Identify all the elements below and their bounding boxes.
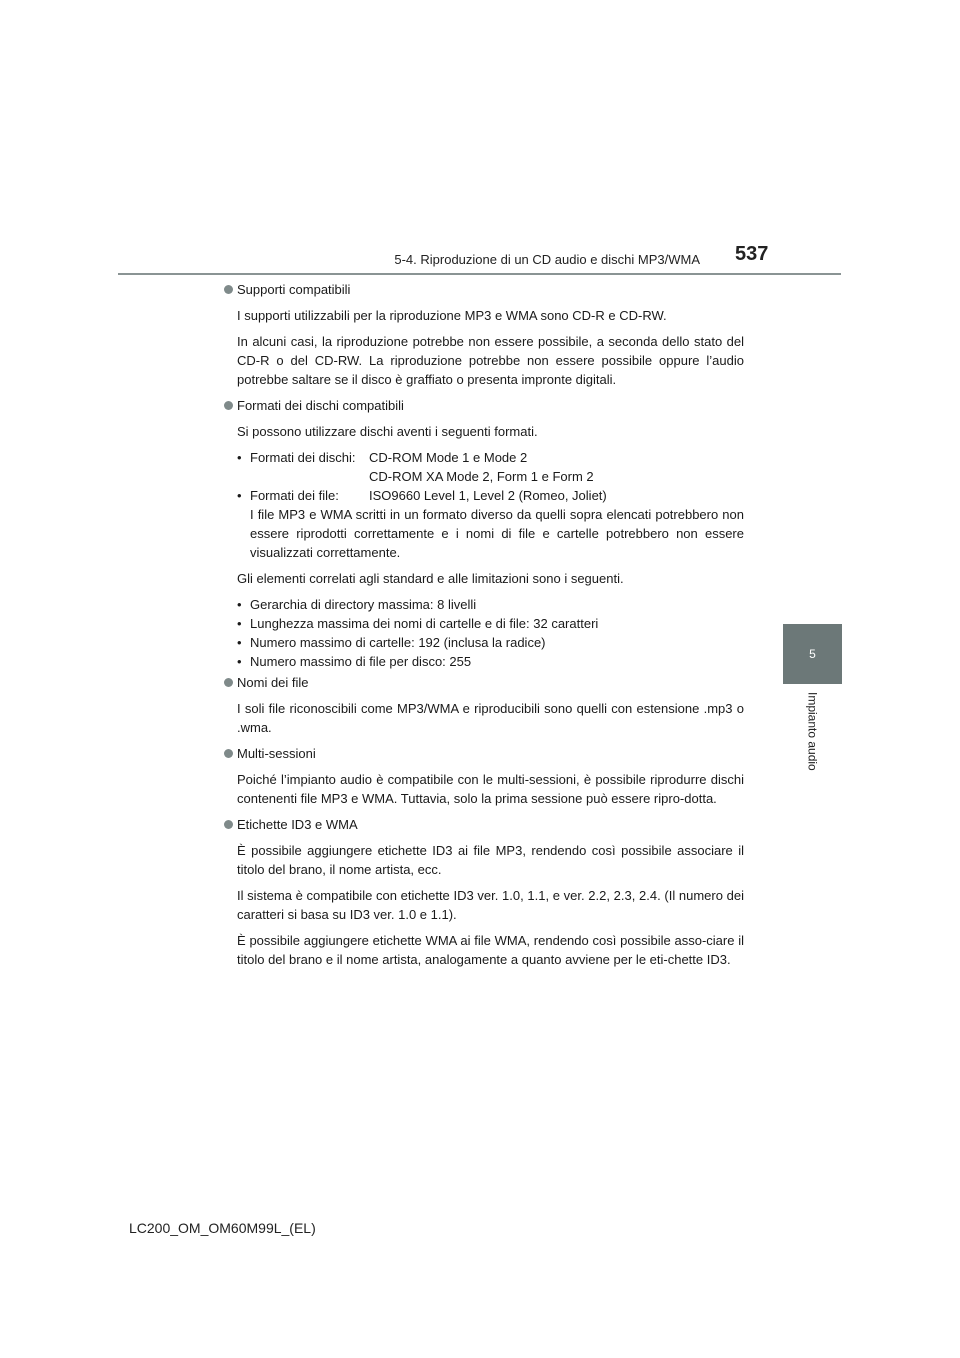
chapter-title-tab <box>783 684 842 784</box>
paragraph: Poiché l’impianto audio è compatibile con le multi-sessioni, è possibile riprodurre dischi contenenti file MP3 e WMA. Tuttavia, solo la prima sessione può essere ripro-dotta. <box>237 772 744 806</box>
format-value: ISO9660 Level 1, Level 2 (Romeo, Joliet) <box>369 488 607 503</box>
section-heading <box>224 815 744 834</box>
list-item-text: Numero massimo di file per disco: 255 <box>250 654 472 669</box>
bullet-icon <box>224 678 233 687</box>
section-nomi-file <box>224 673 744 737</box>
chapter-tab <box>783 624 842 684</box>
chapter-number: 5 <box>809 647 816 661</box>
document-code: LC200_OM_OM60M99L_(EL) <box>129 1220 316 1236</box>
paragraph: I supporti utilizzabili per la riproduzione MP3 e WMA sono CD-R e CD-RW. <box>237 308 667 323</box>
paragraph: In alcuni casi, la riproduzione potrebbe non essere possibile, a seconda dello stato del CD-R o del CD-RW. La riproduzione potrebbe non essere possibile oppure l’audio potrebbe saltare se il disco è graffiato o presenta impronte digitali. <box>237 334 744 387</box>
format-note: I file MP3 e WMA scritti in un formato diverso da quelli sopra elencati potrebbero non essere riprodotti correttamente e i nomi di file e cartelle potrebbero non essere visualizzati correttamente. <box>250 507 744 560</box>
section-heading <box>224 673 744 692</box>
paragraph: Si possono utilizzare dischi aventi i seguenti formati. <box>237 424 538 439</box>
list-bullet-icon: • <box>237 654 242 669</box>
bullet-icon <box>224 749 233 758</box>
section-heading <box>224 280 744 299</box>
format-label: Formati dei dischi: <box>250 450 356 465</box>
chapter-title: Impianto audio <box>805 692 820 771</box>
heading-text: Multi-sessioni <box>237 746 316 761</box>
list-item-text: Lunghezza massima dei nomi di cartelle e di file: 32 caratteri <box>250 616 599 631</box>
bullet-icon <box>224 820 233 829</box>
format-value: CD-ROM Mode 1 e Mode 2 <box>369 450 528 465</box>
bullet-icon <box>224 401 233 410</box>
bullet-icon <box>224 285 233 294</box>
paragraph: I soli file riconoscibili come MP3/WMA e riproducibili sono quelli con estensione .mp3 o .wma. <box>237 701 744 735</box>
list-item <box>237 652 744 671</box>
format-label: Formati dei file: <box>250 488 339 503</box>
heading-text: Formati dei dischi compatibili <box>237 398 404 413</box>
paragraph: È possibile aggiungere etichette ID3 ai file MP3, rendendo così possibile associare il titolo del brano, il nome artista, ecc. <box>237 843 744 877</box>
list-bullet-icon: • <box>237 488 242 503</box>
list-item <box>237 614 744 633</box>
list-bullet-icon: • <box>237 597 242 612</box>
heading-text: Nomi dei file <box>237 675 309 690</box>
paragraph: È possibile aggiungere etichette WMA ai file WMA, rendendo così possibile asso-ciare il titolo del brano e il nome artista, analogamente a quanto avviene per le eti-chette ID3. <box>237 933 744 967</box>
section-formati <box>224 396 744 671</box>
section-etichette <box>224 815 744 969</box>
formats-list <box>237 448 744 562</box>
list-item-text: Gerarchia di directory massima: 8 livelli <box>250 597 477 612</box>
heading-text: Supporti compatibili <box>237 282 351 297</box>
running-header-section: 5-4. Riproduzione di un CD audio e dischi MP3/WMA <box>394 252 700 267</box>
list-bullet-icon: • <box>237 616 242 631</box>
page-content <box>224 280 744 976</box>
list-item <box>237 633 744 652</box>
heading-text: Etichette ID3 e WMA <box>237 817 358 832</box>
list-item <box>237 448 744 486</box>
list-bullet-icon: • <box>237 635 242 650</box>
list-item-text: Numero massimo di cartelle: 192 (inclusa la radice) <box>250 635 546 650</box>
list-item <box>237 486 744 562</box>
section-heading <box>224 744 744 763</box>
header-divider <box>118 273 841 275</box>
section-multi-sessioni <box>224 744 744 808</box>
page-number: 537 <box>735 243 769 265</box>
section-heading <box>224 396 744 415</box>
limits-list <box>237 595 744 671</box>
section-supporti <box>224 280 744 389</box>
paragraph: Gli elementi correlati agli standard e alle limitazioni sono i seguenti. <box>237 571 624 586</box>
list-item <box>237 595 744 614</box>
paragraph: Il sistema è compatibile con etichette ID3 ver. 1.0, 1.1, e ver. 2.2, 2.3, 2.4. (Il numero dei caratteri si basa su ID3 ver. 1.0 e 1.1). <box>237 888 744 922</box>
list-bullet-icon: • <box>237 450 242 465</box>
format-value: CD-ROM XA Mode 2, Form 1 e Form 2 <box>369 469 594 484</box>
